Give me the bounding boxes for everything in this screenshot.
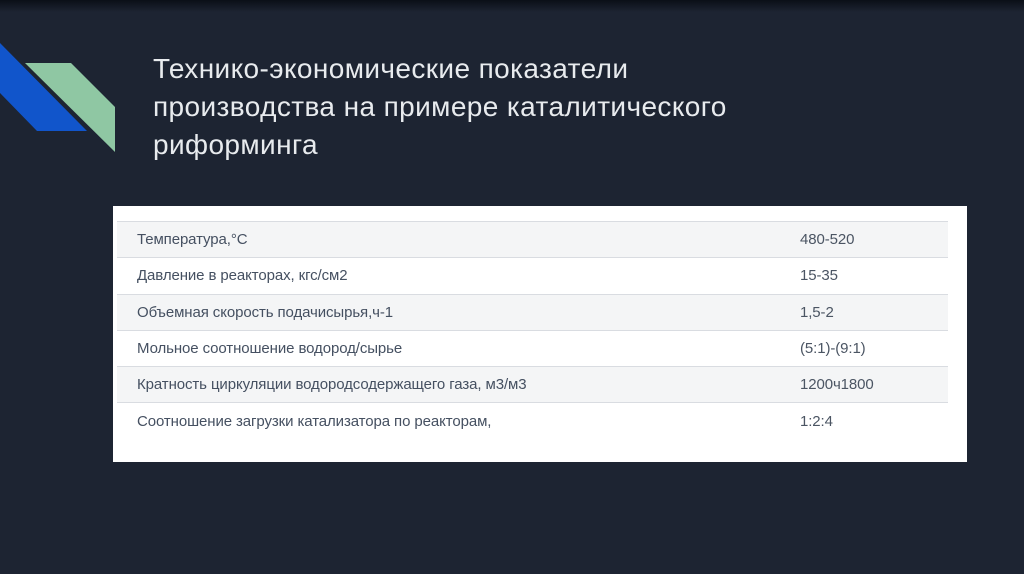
page-title — [153, 50, 943, 164]
page-title-line: риформинга — [153, 129, 318, 160]
table-card — [113, 206, 967, 462]
page-title-line: Технико-экономические показатели — [153, 53, 629, 84]
corner-decoration — [0, 0, 120, 160]
table-row — [117, 294, 948, 330]
parameter-label: Соотношение загрузки катализатора по реакторам, — [137, 412, 492, 430]
parameter-label: Температура,°С — [137, 231, 248, 249]
table-row — [117, 366, 948, 402]
parameter-value: 1:2:4 — [800, 412, 833, 430]
parameter-value: (5:1)-(9:1) — [800, 340, 866, 358]
slide-top-edge — [0, 0, 1024, 12]
table-row — [117, 402, 948, 438]
table-row — [117, 221, 948, 257]
page-title-line: производства на примере каталитического — [153, 91, 727, 122]
parameter-label: Мольное соотношение водород/сырье — [137, 340, 403, 358]
parameter-value: 480-520 — [800, 231, 855, 249]
parameter-label: Кратность циркуляции водородсодержащего газа, м3/м3 — [137, 376, 527, 394]
parameter-value: 15-35 — [800, 267, 838, 285]
table-row — [117, 257, 948, 293]
parameter-value: 1,5-2 — [800, 303, 834, 321]
parameter-value: 1200ч1800 — [800, 376, 874, 394]
parameter-label: Объемная скорость подачисырья,ч-1 — [137, 303, 393, 321]
table-row — [117, 330, 948, 366]
parameters-table — [117, 221, 948, 439]
parameter-label: Давление в реакторах, кгс/см2 — [137, 267, 348, 285]
